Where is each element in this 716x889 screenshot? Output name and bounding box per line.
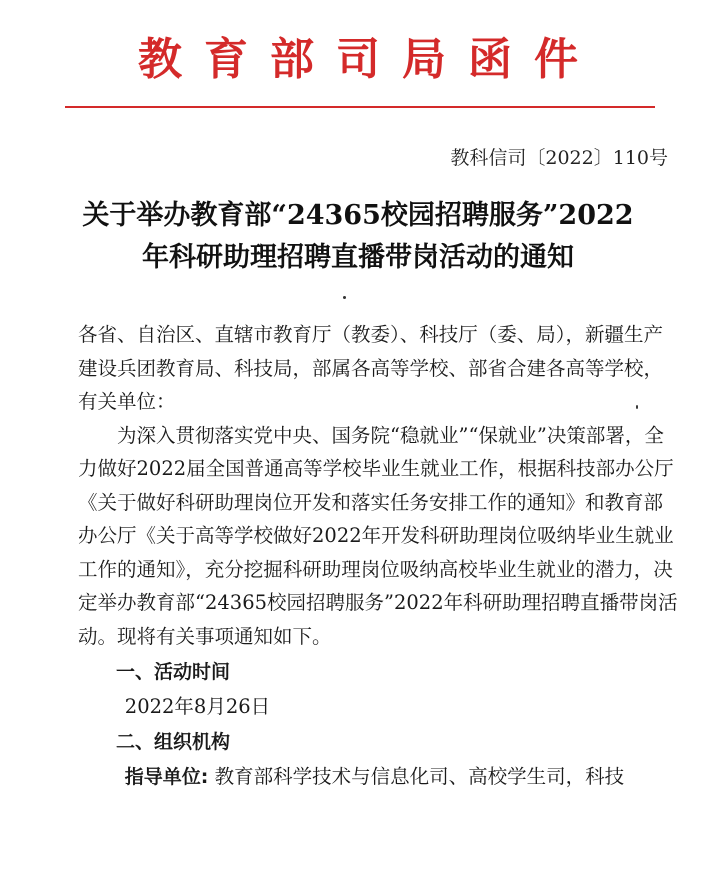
letterhead-title: 教育部司局函件 — [138, 34, 600, 85]
intro-paragraph: 为深入贯彻落实党中央、国务院“稳就业”“保就业”决策部署，全力做好2022届全国普通高等学校毕业生就业工作，根据科技部办公厅《关于做好科研助理岗位开发和落实任务安排工作的通知》和教育部办公厅《关于高等学校做好2022年开发科研助理岗位吸纳毕业生就业工作的通知》，充分挖掘科研助理岗位吸纳高校毕业生就业的潜力，决定举办教育部“24365校园招聘服务”2022年科研助理招聘直播带岗活动。现将有关事项通知如下。 — [78, 423, 678, 648]
guidance-unit-label: 指导单位: — [124, 765, 209, 788]
document-body — [78, 318, 678, 794]
document-title — [40, 195, 676, 279]
addressee-paragraph: 各省、自治区、直辖市教育厅（教委）、科技厅（委、局），新疆生产建设兵团教育局、科技局，部属各高等学校、部省合建各高等学校，有关单位： — [78, 323, 664, 413]
section-value-date: 2022年8月26日 — [124, 694, 271, 718]
document-number: 教科信司〔2022〕110号 — [450, 147, 668, 169]
document-title-line-2: 年科研助理招聘直播带岗活动的通知 — [142, 242, 574, 273]
guidance-unit-text: 教育部科学技术与信息化司、高校学生司，科技 — [214, 764, 625, 788]
section-heading-time: 一、活动时间 — [116, 661, 231, 683]
document-title-line-1: 关于举办教育部“24365校园招聘服务”2022 — [82, 200, 634, 231]
scan-speck — [343, 296, 346, 299]
letterhead-red-rule — [65, 106, 655, 108]
section-heading-organization: 二、组织机构 — [116, 731, 231, 753]
guidance-unit-line — [78, 760, 678, 795]
